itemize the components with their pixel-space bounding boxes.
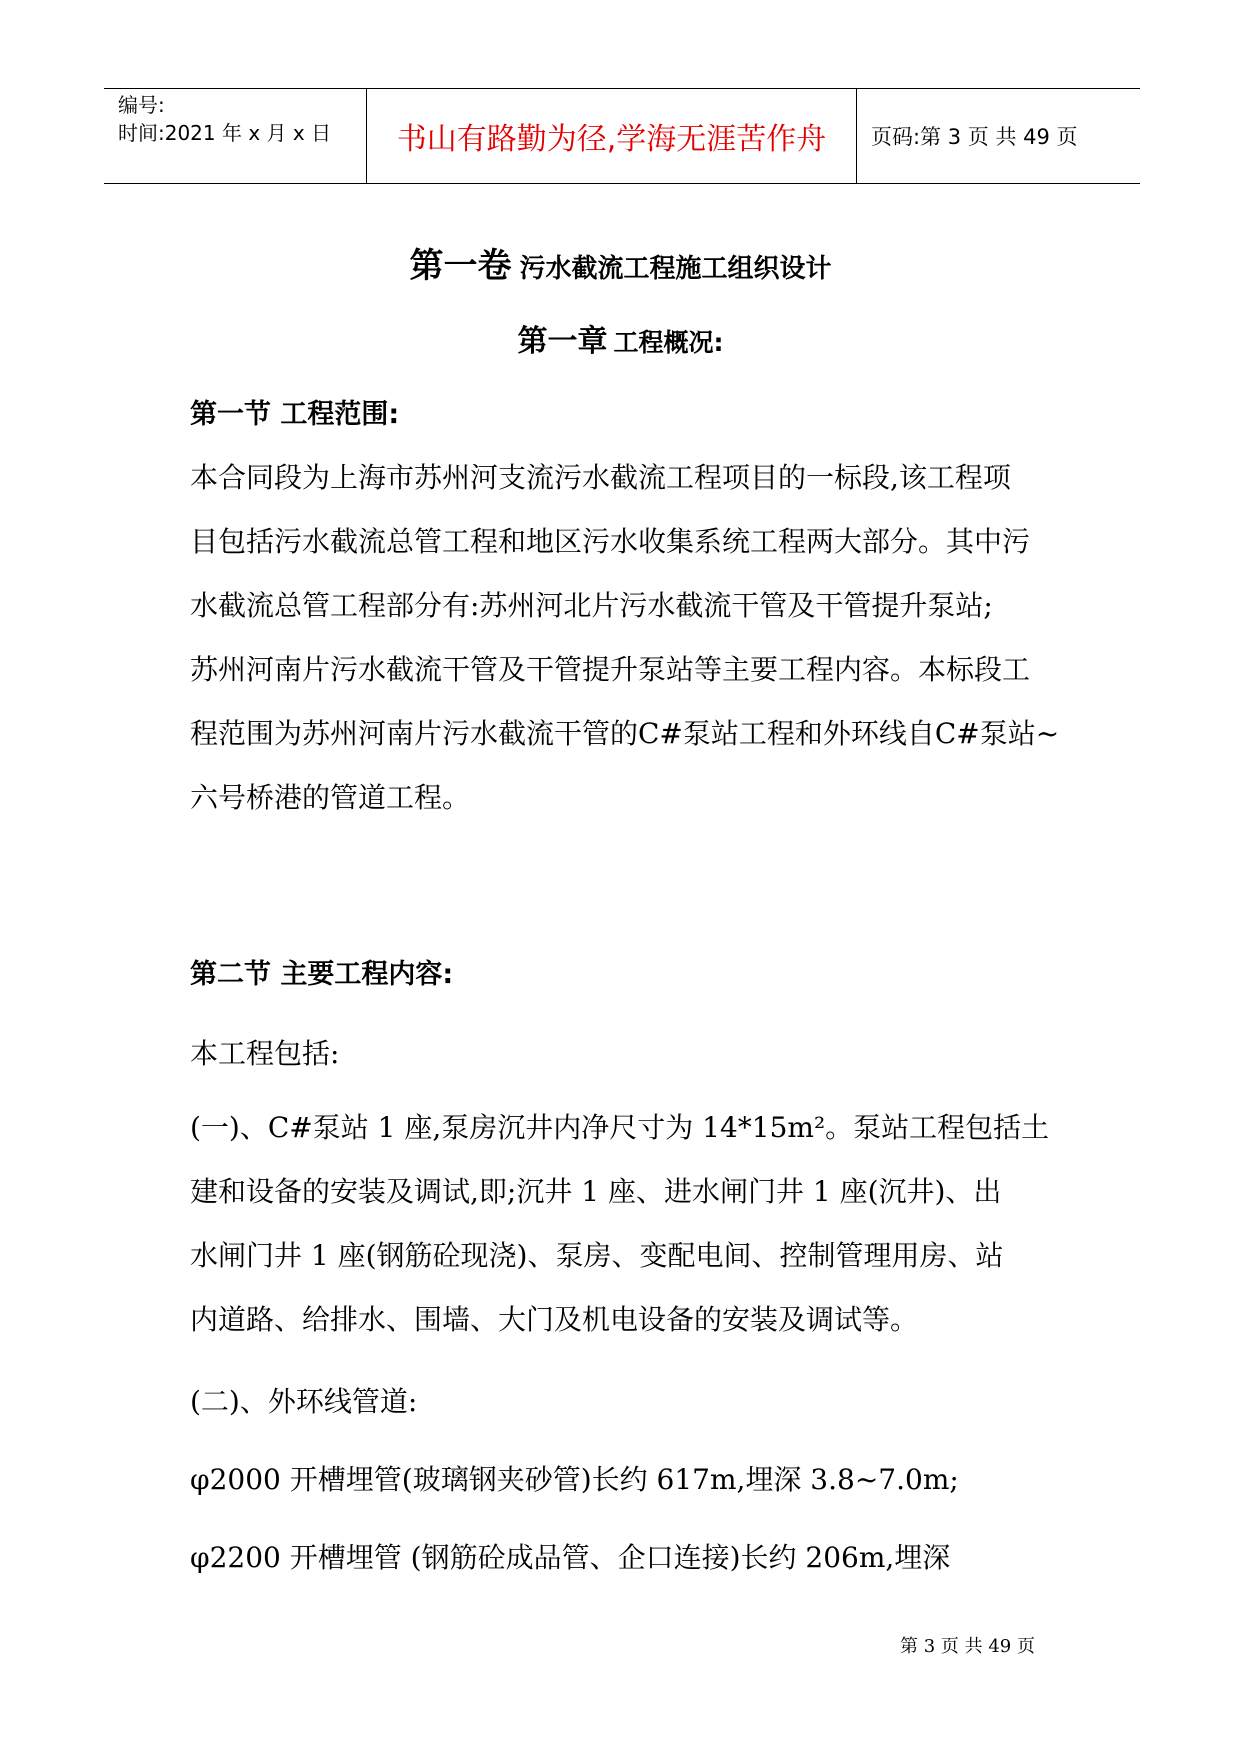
paragraph-line: 水截流总管工程部分有:苏州河北片污水截流干管及干管提升泵站; [190, 589, 993, 622]
pipe-spec-line: φ2200 开槽埋管 (钢筋砼成品管、企口连接)长约 206m,埋深 [190, 1541, 951, 1574]
item2-heading: (二)、外环线管道: [190, 1385, 418, 1418]
section2-intro: 本工程包括: [190, 1037, 340, 1070]
paragraph-line: (一)、C#泵站 1 座,泵房沉井内净尺寸为 14*15m²。泵站工程包括土 [190, 1111, 1050, 1144]
document-time-label: 时间:2021 年 x 月 x 日 [118, 121, 332, 145]
paragraph-line: 六号桥港的管道工程。 [190, 781, 471, 814]
volume-title [0, 238, 1241, 287]
section-heading-text: 工程范围: [280, 399, 400, 430]
volume-title-prefix: 第一卷 [409, 246, 512, 286]
paragraph-line: 水闸门井 1 座(钢筋砼现浇)、泵房、变配电间、控制管理用房、站 [190, 1239, 1004, 1272]
paragraph-line: 程范围为苏州河南片污水截流干管的C#泵站工程和外环线自C#泵站~ [190, 717, 1060, 750]
section1-paragraph [190, 446, 1060, 830]
volume-title-text: 污水截流工程施工组织设计 [519, 254, 832, 284]
chapter-title-text: 工程概况: [613, 328, 724, 357]
page-footer: 第 3 页 共 49 页 [900, 1636, 1035, 1657]
section-heading-prefix: 第二节 [190, 959, 271, 990]
header-motto: 书山有路勤为径,学海无涯苦作舟 [367, 89, 857, 183]
section-heading-contents [190, 952, 453, 991]
document-header [104, 88, 1140, 184]
paragraph-line: 内道路、给排水、围墙、大门及机电设备的安装及调试等。 [190, 1303, 919, 1336]
section-heading-scope [190, 392, 399, 431]
paragraph-line: 建和设备的安装及调试,即;沉井 1 座、进水闸门井 1 座(沉井)、出 [190, 1175, 1002, 1208]
section-heading-text: 主要工程内容: [280, 959, 454, 990]
paragraph-line: 目包括污水截流总管工程和地区污水收集系统工程两大部分。其中污 [190, 525, 1031, 558]
paragraph-line: 本合同段为上海市苏州河支流污水截流工程项目的一标段,该工程项 [190, 461, 1011, 494]
pipe-spec-line: φ2000 开槽埋管(玻璃钢夹砂管)长约 617m,埋深 3.8~7.0m; [190, 1463, 959, 1496]
header-meta [104, 89, 367, 183]
chapter-title [0, 316, 1241, 360]
header-page-code: 页码:第 3 页 共 49 页 [871, 125, 1078, 149]
section-heading-prefix: 第一节 [190, 399, 271, 430]
paragraph-line: 苏州河南片污水截流干管及干管提升泵站等主要工程内容。本标段工 [190, 653, 1031, 686]
document-number-label: 编号: [118, 93, 165, 117]
item1-paragraph [190, 1096, 1060, 1352]
chapter-title-prefix: 第一章 [517, 324, 608, 359]
